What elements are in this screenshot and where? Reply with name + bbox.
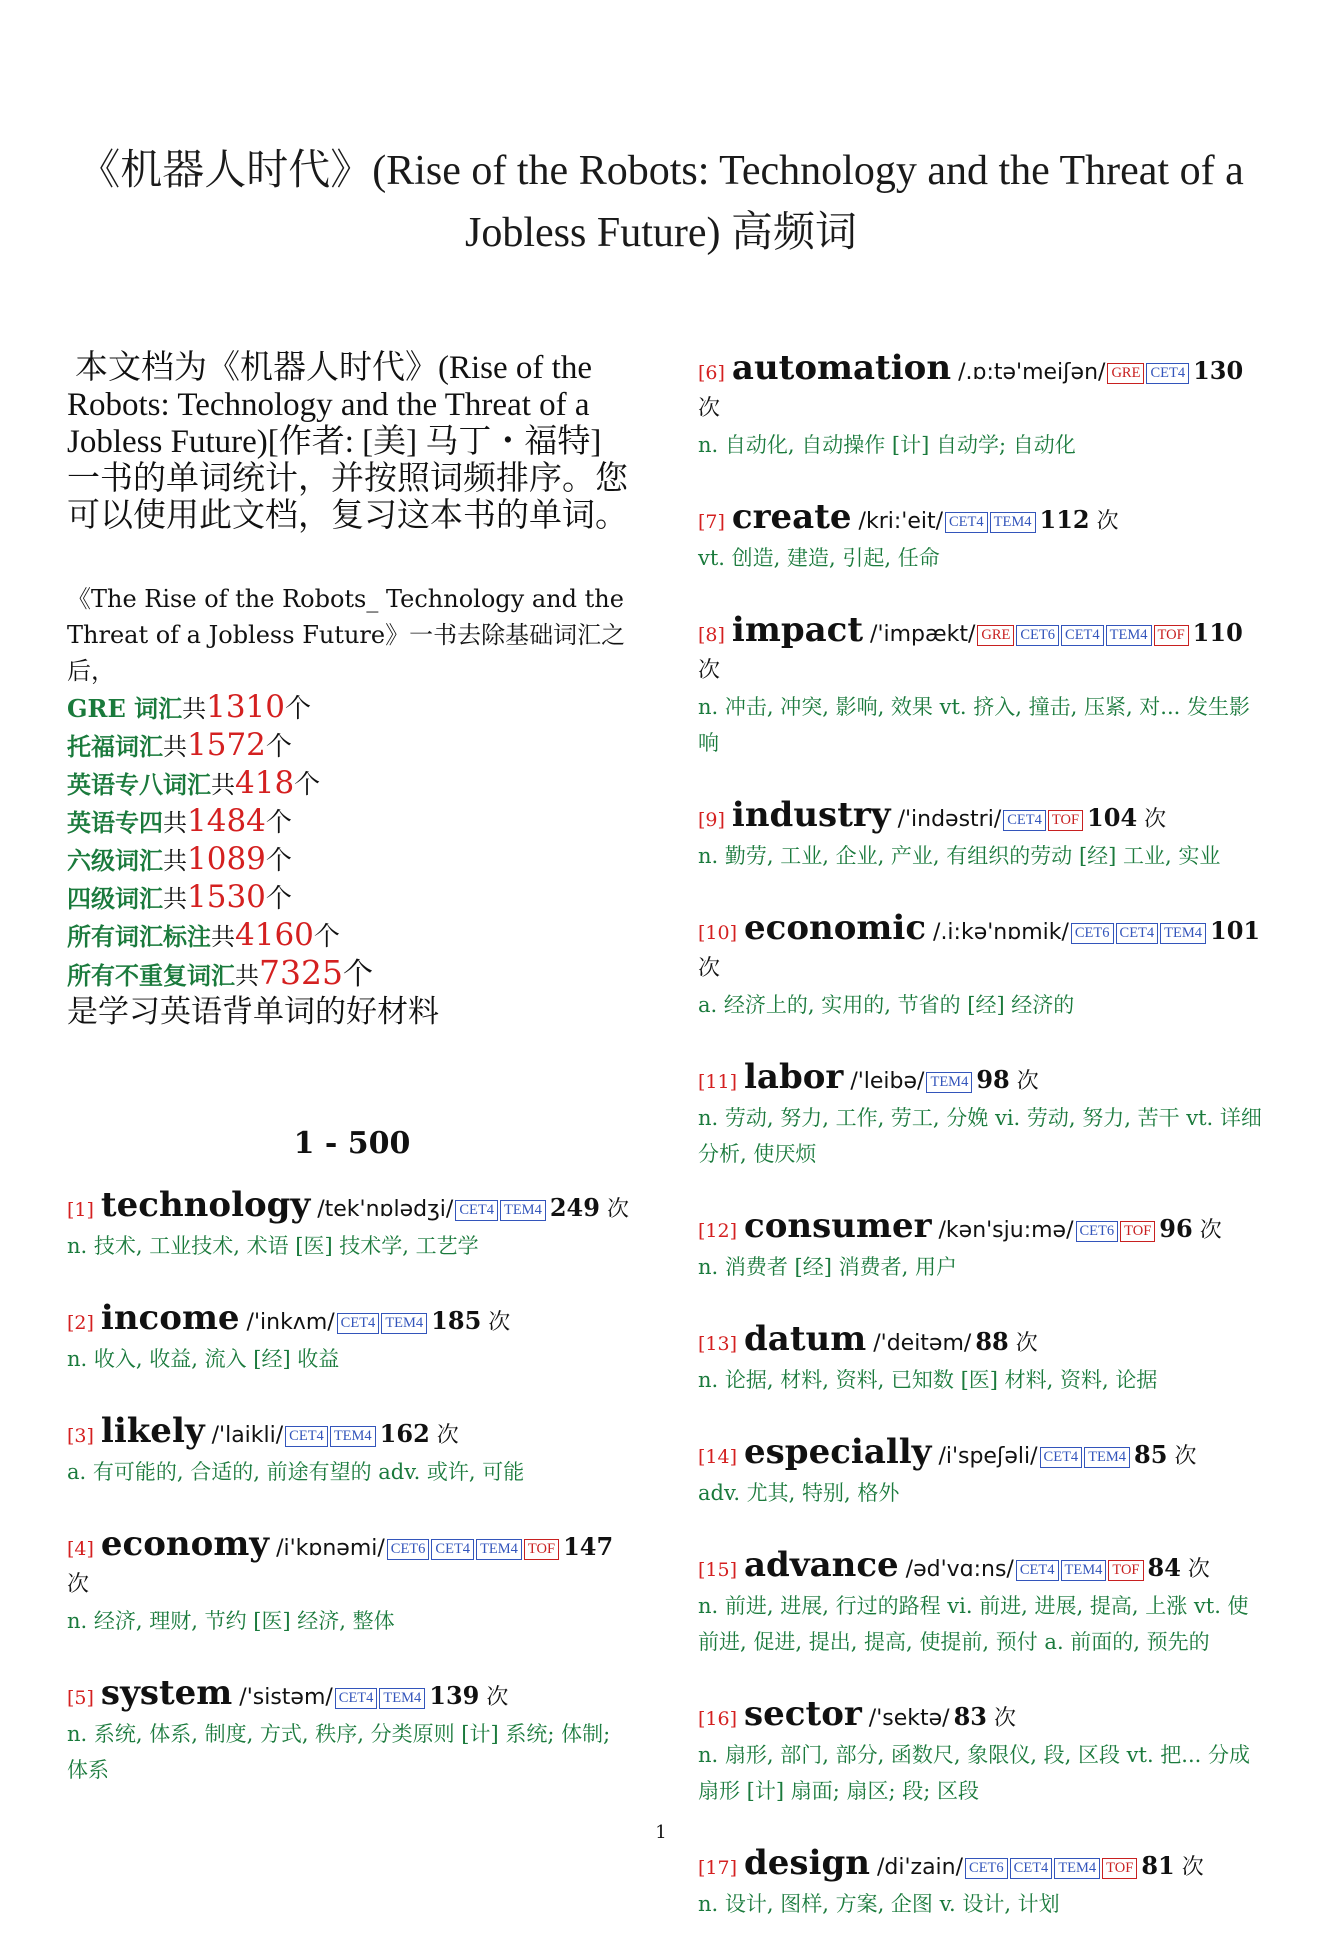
- exam-tag: TOF: [1048, 810, 1083, 831]
- exam-tag: TEM4: [1106, 625, 1152, 646]
- entry-definition: a. 经济上的, 实用的, 节省的 [经] 经济的: [698, 993, 1075, 1017]
- exam-tag: TOF: [1120, 1221, 1155, 1242]
- entry-phonetic: /'leibə/: [850, 1069, 925, 1094]
- stat-line: [67, 955, 637, 994]
- vocab-entry: [67, 1187, 637, 1264]
- exam-tag: TOF: [1108, 1560, 1143, 1581]
- vocab-entry: [698, 1547, 1268, 1660]
- entry-count: 110: [1192, 618, 1243, 647]
- entry-head: [698, 350, 1268, 427]
- entry-index: [17]: [698, 1857, 738, 1879]
- entry-count: 81: [1141, 1851, 1175, 1880]
- count-unit: 次: [67, 1572, 90, 1597]
- entry-index: [4]: [67, 1538, 94, 1560]
- stat-label: GRE 词汇: [67, 694, 183, 723]
- stat-label: 六级词汇: [67, 846, 163, 875]
- entry-word: economic: [744, 908, 927, 948]
- vocab-entry: [67, 1526, 637, 1639]
- exam-tag: CET4: [431, 1539, 474, 1560]
- exam-tag: CET6: [1076, 1221, 1119, 1242]
- entry-phonetic: /əd'vɑ:ns/: [905, 1557, 1014, 1582]
- exam-tag: CET4: [337, 1313, 380, 1334]
- entry-head: [67, 1675, 637, 1716]
- entry-definition: n. 消费者 [经] 消费者, 用户: [698, 1255, 957, 1279]
- stat-line: [67, 917, 637, 955]
- exam-tag: TEM4: [1061, 1560, 1107, 1581]
- stat-unit: 个: [265, 884, 292, 914]
- stat-value: 1530: [187, 879, 266, 915]
- entry-count: 88: [975, 1327, 1009, 1356]
- entry-word: datum: [744, 1319, 867, 1359]
- stat-value: 1484: [187, 803, 266, 839]
- entry-definition: n. 收入, 收益, 流入 [经] 收益: [67, 1347, 340, 1371]
- entry-word: sector: [744, 1694, 862, 1734]
- exam-tag: CET6: [387, 1539, 430, 1560]
- stat-suffix: 共: [163, 847, 187, 875]
- entry-word: economy: [100, 1524, 270, 1564]
- vocab-entry: [698, 612, 1268, 761]
- count-unit: 次: [486, 1685, 509, 1710]
- entry-definition: n. 论据, 材料, 资料, 已知数 [医] 材料, 资料, 论据: [698, 1368, 1158, 1392]
- vocab-entry: [698, 1208, 1268, 1285]
- entry-phonetic: /i'speʃəli/: [938, 1444, 1038, 1469]
- entry-phonetic: /'impækt/: [870, 622, 976, 647]
- entry-index: [12]: [698, 1220, 738, 1242]
- count-unit: 次: [698, 396, 721, 421]
- exam-tag: CET4: [945, 512, 988, 533]
- entry-count: 147: [563, 1532, 614, 1561]
- entry-phonetic: /tek'nɒlədʒi/: [317, 1197, 454, 1222]
- entry-count: 101: [1210, 916, 1261, 945]
- entry-count: 84: [1147, 1553, 1181, 1582]
- stat-unit: 个: [294, 770, 321, 800]
- entry-phonetic: /.ɒ:tə'meiʃən/: [958, 360, 1106, 385]
- count-unit: 次: [606, 1197, 629, 1222]
- entry-count: 162: [379, 1419, 430, 1448]
- entry-word: especially: [744, 1432, 932, 1472]
- entry-definition: a. 有可能的, 合适的, 前途有望的 adv. 或许, 可能: [67, 1460, 525, 1484]
- entry-head: [698, 1434, 1268, 1475]
- entry-index: [3]: [67, 1425, 94, 1447]
- stat-suffix: 共: [163, 809, 187, 837]
- stat-unit: 个: [265, 732, 292, 762]
- count-unit: 次: [993, 1706, 1016, 1731]
- stat-line: [67, 765, 637, 803]
- entry-word: likely: [100, 1411, 205, 1451]
- exam-tag: CET4: [1061, 625, 1104, 646]
- count-unit: 次: [1187, 1557, 1210, 1582]
- stat-value: 1572: [187, 727, 266, 763]
- vocab-entry: [698, 910, 1268, 1023]
- entry-head: [698, 612, 1268, 689]
- vocab-entry: [67, 1300, 637, 1377]
- exam-tag: GRE: [977, 625, 1014, 646]
- exam-tag: CET4: [335, 1688, 378, 1709]
- stat-line: [67, 841, 637, 879]
- exam-tag: TEM4: [1084, 1447, 1130, 1468]
- entry-definition: n. 自动化, 自动操作 [计] 自动学; 自动化: [698, 433, 1076, 457]
- entry-index: [5]: [67, 1687, 94, 1709]
- entry-definition: vt. 创造, 建造, 引起, 任命: [698, 546, 940, 570]
- count-unit: 次: [698, 956, 721, 981]
- stat-line: [67, 879, 637, 917]
- stat-value: 418: [235, 765, 295, 801]
- right-word-list: [698, 350, 1268, 1922]
- entry-head: [67, 1526, 637, 1603]
- stat-value: 4160: [235, 917, 314, 953]
- entry-word: impact: [731, 610, 864, 650]
- exam-tag: CET6: [965, 1858, 1008, 1879]
- entry-word: automation: [731, 348, 952, 388]
- entry-definition: n. 系统, 体系, 制度, 方式, 秩序, 分类原则 [计] 系统; 体制; 体系: [67, 1722, 611, 1782]
- stat-line: [67, 689, 637, 727]
- entry-head: [698, 1321, 1268, 1362]
- left-column: [67, 350, 637, 1824]
- exam-tag: TEM4: [381, 1313, 427, 1334]
- entry-head: [67, 1187, 637, 1228]
- vocab-entry: [67, 1675, 637, 1788]
- exam-tag: CET6: [1071, 923, 1114, 944]
- entry-count: 104: [1087, 803, 1138, 832]
- entry-definition: n. 前进, 进展, 行过的路程 vi. 前进, 进展, 提高, 上涨 vt. 使前进, 促进, 提出, 提高, 使提前, 预付 a. 前面的, 预先的: [698, 1594, 1249, 1654]
- entry-head: [698, 1547, 1268, 1588]
- stat-suffix: 共: [163, 733, 187, 761]
- entry-word: design: [744, 1843, 870, 1883]
- vocab-entry: [698, 1059, 1268, 1172]
- stat-suffix: 共: [182, 695, 207, 723]
- exam-tag: TEM4: [476, 1539, 522, 1560]
- exam-tag: TOF: [1154, 625, 1189, 646]
- exam-tag: TOF: [524, 1539, 559, 1560]
- stat-label: 所有词汇标注: [67, 922, 211, 951]
- count-unit: 次: [1015, 1331, 1038, 1356]
- entry-count: 249: [549, 1193, 600, 1222]
- entry-head: [67, 1413, 637, 1454]
- exam-tag: CET4: [455, 1200, 498, 1221]
- entry-phonetic: /'inkʌm/: [246, 1310, 335, 1335]
- stat-value: 7325: [259, 953, 343, 992]
- vocab-entry: [67, 1413, 637, 1490]
- stat-label: 英语专八词汇: [67, 770, 211, 799]
- exam-tag: TEM4: [1160, 923, 1206, 944]
- count-unit: 次: [488, 1310, 511, 1335]
- entry-count: 112: [1039, 505, 1090, 534]
- entry-word: technology: [100, 1185, 311, 1225]
- entry-word: consumer: [744, 1206, 932, 1246]
- stat-suffix: 共: [211, 771, 235, 799]
- exam-tag: GRE: [1107, 363, 1144, 384]
- exam-tag: TEM4: [1054, 1858, 1100, 1879]
- exam-tag: TEM4: [500, 1200, 546, 1221]
- intro-paragraph: 本文档为《机器人时代》(Rise of the Robots: Technology and the Threat of a Jobless Future)[作者: [美] 马丁・福特] 一书的单词统计，并按照词频排序。您可以使用此文档，复习这本书的单词。: [67, 350, 628, 534]
- vocab-entry: [698, 797, 1268, 874]
- entry-index: [8]: [698, 624, 725, 646]
- count-unit: 次: [1174, 1444, 1197, 1469]
- exam-tag: CET4: [1016, 1560, 1059, 1581]
- count-unit: 次: [1144, 807, 1167, 832]
- stat-suffix: 共: [211, 923, 235, 951]
- count-unit: 次: [436, 1423, 459, 1448]
- entry-word: industry: [731, 795, 891, 835]
- entry-index: [16]: [698, 1708, 738, 1730]
- exam-tag: TEM4: [330, 1426, 376, 1447]
- entry-definition: n. 经济, 理财, 节约 [医] 经济, 整体: [67, 1609, 395, 1633]
- vocabulary-stats: [67, 689, 637, 994]
- entry-count: 98: [976, 1065, 1010, 1094]
- entry-word: advance: [744, 1545, 899, 1585]
- exam-tag: CET6: [1016, 625, 1059, 646]
- entry-word: create: [731, 497, 852, 537]
- entry-phonetic: /kri:'eit/: [858, 509, 944, 534]
- entry-phonetic: /'sistəm/: [239, 1685, 333, 1710]
- entry-definition: n. 勤劳, 工业, 企业, 产业, 有组织的劳动 [经] 工业, 实业: [698, 844, 1221, 868]
- vocab-entry: [698, 1845, 1268, 1922]
- stat-suffix: 共: [163, 885, 187, 913]
- entry-index: [14]: [698, 1446, 738, 1468]
- entry-count: 96: [1159, 1214, 1193, 1243]
- page-number: 1: [655, 1822, 667, 1843]
- entry-definition: n. 扇形, 部门, 部分, 函数尺, 象限仪, 段, 区段 vt. 把... 分成扇形 [计] 扇面; 扇区; 段; 区段: [698, 1743, 1251, 1803]
- count-unit: 次: [1181, 1855, 1204, 1880]
- entry-index: [13]: [698, 1333, 738, 1355]
- entry-definition: adv. 尤其, 特别, 格外: [698, 1481, 900, 1505]
- vocab-entry: [698, 1696, 1268, 1809]
- stat-unit: 个: [265, 846, 292, 876]
- entry-word: system: [100, 1673, 233, 1713]
- right-column: [698, 350, 1268, 1958]
- entry-definition: n. 冲击, 冲突, 影响, 效果 vt. 挤入, 撞击, 压紧, 对... 发生影响: [698, 695, 1251, 755]
- entry-phonetic: /'deitəm/: [873, 1331, 972, 1356]
- stat-unit: 个: [285, 694, 312, 724]
- entry-definition: n. 劳动, 努力, 工作, 劳工, 分娩 vi. 劳动, 努力, 苦干 vt. 详细分析, 使厌烦: [698, 1106, 1262, 1166]
- stat-unit: 个: [342, 957, 373, 992]
- entry-head: [698, 1208, 1268, 1249]
- count-unit: 次: [1016, 1069, 1039, 1094]
- entry-count: 83: [953, 1702, 987, 1731]
- count-unit: 次: [698, 658, 721, 683]
- entry-count: 85: [1134, 1440, 1168, 1469]
- stat-value: 1089: [187, 841, 266, 877]
- stat-line: [67, 803, 637, 841]
- exam-tag: CET4: [1003, 810, 1046, 831]
- count-unit: 次: [1199, 1218, 1222, 1243]
- entry-index: [15]: [698, 1559, 738, 1581]
- exam-tag: CET4: [1146, 363, 1189, 384]
- book-summary-line: 《The Rise of the Robots_ Technology and the Threat of a Jobless Future》一书去除基础词汇之后，: [67, 585, 626, 685]
- page-title: 《机器人时代》(Rise of the Robots: Technology and the Threat of a Jobless Future) 高频词: [78, 148, 1244, 256]
- left-word-list: [67, 1187, 637, 1788]
- entry-word: income: [100, 1298, 240, 1338]
- entry-index: [10]: [698, 922, 738, 944]
- entry-definition: n. 设计, 图样, 方案, 企图 v. 设计, 计划: [698, 1892, 1060, 1916]
- entry-phonetic: /kən'sju:mə/: [938, 1218, 1074, 1243]
- exam-tag: CET4: [1116, 923, 1159, 944]
- stat-suffix: 共: [235, 962, 259, 990]
- range-heading: 1 - 500: [293, 1126, 411, 1161]
- exam-tag: CET4: [285, 1426, 328, 1447]
- vocab-entry: [698, 1434, 1268, 1511]
- closing-line: 是学习英语背单词的好材料: [67, 994, 439, 1030]
- stat-label: 英语专四: [67, 808, 163, 837]
- exam-tag: TEM4: [379, 1688, 425, 1709]
- stat-line: [67, 727, 637, 765]
- vocab-entry: [698, 1321, 1268, 1398]
- entry-head: [698, 1696, 1268, 1737]
- entry-head: [698, 1059, 1268, 1100]
- vocab-entry: [698, 350, 1268, 463]
- entry-definition: n. 技术, 工业技术, 术语 [医] 技术学, 工艺学: [67, 1234, 479, 1258]
- exam-tag: TEM4: [926, 1072, 972, 1093]
- entry-head: [698, 797, 1268, 838]
- entry-head: [698, 910, 1268, 987]
- vocab-entry: [698, 499, 1268, 576]
- count-unit: 次: [1096, 509, 1119, 534]
- entry-word: labor: [744, 1057, 844, 1097]
- entry-index: [6]: [698, 362, 725, 384]
- stat-label: 所有不重复词汇: [67, 961, 235, 990]
- entry-phonetic: /'laikli/: [211, 1423, 284, 1448]
- entry-phonetic: /i'kɒnəmi/: [276, 1536, 385, 1561]
- entry-phonetic: /'indəstri/: [897, 807, 1002, 832]
- entry-count: 139: [429, 1681, 480, 1710]
- stat-unit: 个: [265, 808, 292, 838]
- entry-index: [7]: [698, 511, 725, 533]
- entry-count: 185: [431, 1306, 482, 1335]
- exam-tag: TEM4: [990, 512, 1036, 533]
- entry-index: [11]: [698, 1071, 738, 1093]
- exam-tag: TOF: [1102, 1858, 1137, 1879]
- exam-tag: CET4: [1010, 1858, 1053, 1879]
- stat-value: 1310: [206, 689, 285, 725]
- exam-tag: CET4: [1040, 1447, 1083, 1468]
- stat-unit: 个: [313, 922, 340, 952]
- entry-index: [9]: [698, 809, 725, 831]
- entry-index: [2]: [67, 1312, 94, 1334]
- entry-head: [698, 1845, 1268, 1886]
- entry-head: [67, 1300, 637, 1341]
- stat-label: 托福词汇: [67, 732, 163, 761]
- entry-head: [698, 499, 1268, 540]
- entry-count: 130: [1193, 356, 1244, 385]
- entry-phonetic: /.i:kə'nɒmik/: [933, 920, 1069, 945]
- entry-phonetic: /'sektə/: [868, 1706, 950, 1731]
- entry-phonetic: /di'zain/: [876, 1855, 964, 1880]
- entry-index: [1]: [67, 1199, 94, 1221]
- stat-label: 四级词汇: [67, 884, 163, 913]
